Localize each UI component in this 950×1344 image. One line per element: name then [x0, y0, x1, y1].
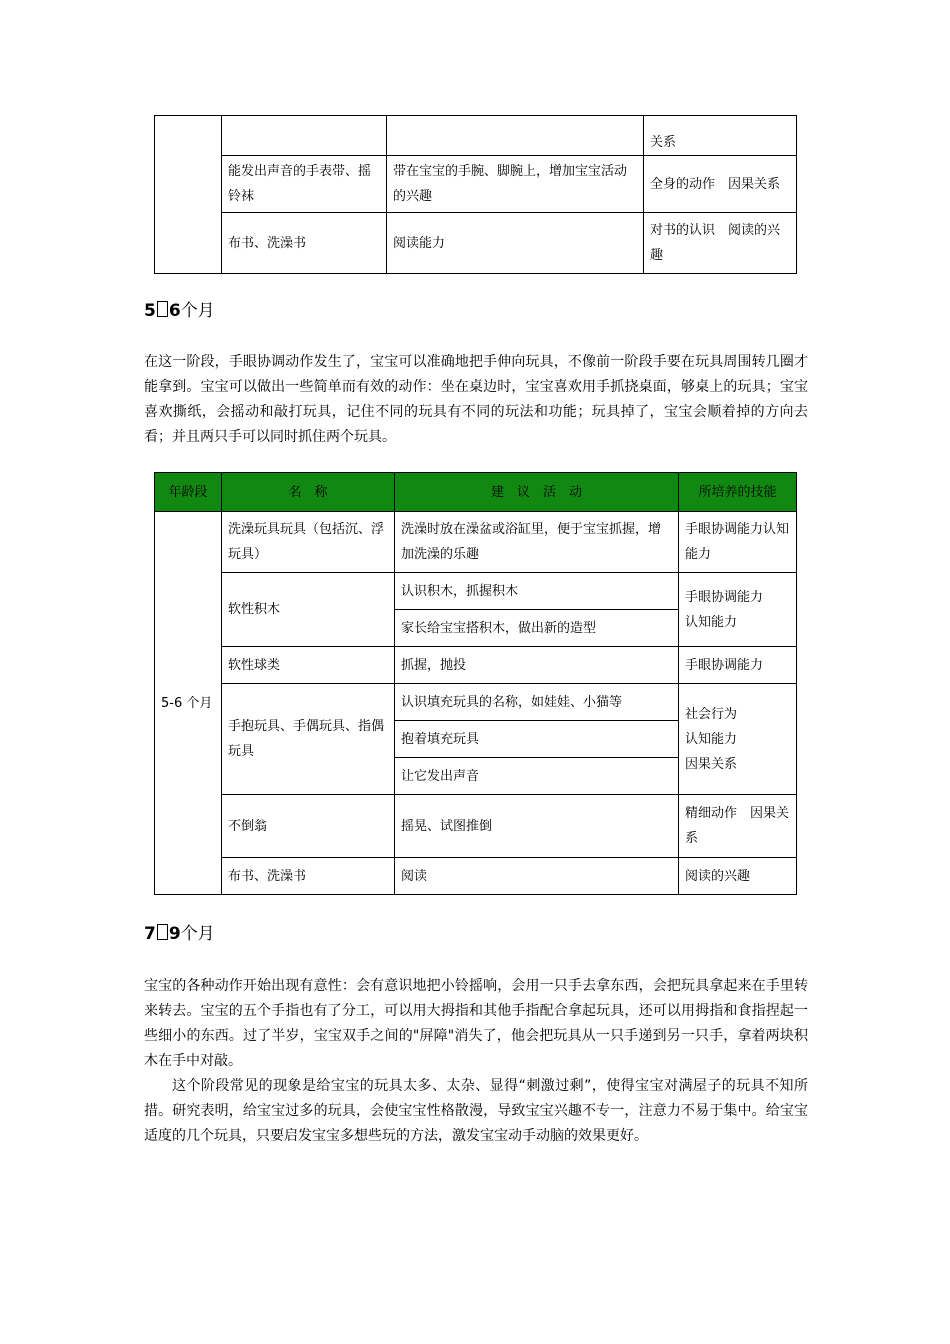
toy-table-5-6-months [154, 472, 797, 895]
skill-cell: 手眼协调能力认知能力 [679, 512, 797, 573]
toy-table-continued [154, 115, 797, 274]
skill-cell: 对书的认识 阅读的兴趣 [644, 213, 797, 274]
heading-number-start: 5 [144, 301, 156, 321]
skill-cell [679, 573, 797, 647]
table-row [155, 573, 797, 610]
name-cell: 软性球类 [222, 647, 395, 684]
table-row [155, 795, 797, 858]
table-row [155, 858, 797, 895]
skill-cell: 手眼协调能力 [679, 647, 797, 684]
activity-cell: 认识填充玩具的名称，如娃娃、小猫等 [395, 684, 679, 721]
activity-cell: 阅读 [395, 858, 679, 895]
heading-number-end: 9 [168, 924, 181, 944]
skill-cell: 阅读的兴趣 [679, 858, 797, 895]
activity-cell [387, 116, 644, 156]
heading-number-start: 7 [144, 924, 156, 944]
name-cell: 软性积木 [222, 573, 395, 647]
name-cell [222, 116, 387, 156]
table-row [155, 116, 797, 156]
section-heading-7-9 [144, 922, 215, 946]
table-row [155, 213, 797, 274]
skill-line: 认知能力 [685, 731, 738, 747]
table-row [155, 156, 797, 213]
skill-cell: 关系 [644, 116, 797, 156]
paragraph-7-9-1: 宝宝的各种动作开始出现有意性：会有意识地把小铃摇响，会用一只手去拿东西，会把玩具拿起来在手里转来转去。宝宝的五个手指也有了分工，可以用大拇指和其他手指配合拿起玩具，还可以用拇指和食指捏起一些细小的东西。过了半岁，宝宝双手之间的"屏障"消失了，他会把玩具从一只手递到另一只手，拿着两块积木在手中对敲。 [144, 978, 808, 1069]
activity-cell: 阅读能力 [387, 213, 644, 274]
name-cell: 布书、洗澡书 [222, 213, 387, 274]
paragraph-5-6: 在这一阶段，手眼协调动作发生了，宝宝可以准确地把手伸向玩具，不像前一阶段手要在玩具周围转几圈才能拿到。宝宝可以做出一些简单而有效的动作：坐在桌边时，宝宝喜欢用手抓挠桌面，够桌上的玩具；宝宝喜欢撕纸，会摇动和敲打玩具，记住不同的玩具有不同的玩法和功能；玩具掉了，宝宝会顺着掉的方向去看；并且两只手可以同时抓住两个玩具。 [144, 354, 808, 445]
header-activity: 建 议 活 动 [395, 473, 679, 512]
activity-cell: 洗澡时放在澡盆或浴缸里，便于宝宝抓握，增加洗澡的乐趣 [395, 512, 679, 573]
activity-cell: 让它发出声音 [395, 758, 679, 795]
section-heading-5-6 [144, 299, 215, 323]
activity-cell: 家长给宝宝搭积木，做出新的造型 [395, 610, 679, 647]
table-row [155, 684, 797, 721]
heading-number-end: 6 [168, 301, 181, 321]
heading-suffix: 个月 [180, 924, 215, 944]
heading-suffix: 个月 [180, 301, 215, 321]
name-cell: 手抱玩具、手偶玩具、指偶玩具 [222, 684, 395, 795]
paragraph-7-9-2: 这个阶段常见的现象是给宝宝的玩具太多、太杂、显得“刺激过剩”，使得宝宝对满屋子的玩具不知所措。研究表明，给宝宝过多的玩具，会使宝宝性格散漫，导致宝宝兴趣不专一，注意力不易于集中。给宝宝适度的几个玩具，只要启发宝宝多想些玩的方法，激发宝宝动手动脑的效果更好。 [144, 1078, 808, 1144]
skill-cell [679, 684, 797, 795]
skill-line: 因果关系 [685, 756, 738, 772]
activity-cell: 认识积木，抓握积木 [395, 573, 679, 610]
header-name: 名 称 [222, 473, 395, 512]
age-cell: 5-6 个月 [155, 512, 222, 895]
header-skill: 所培养的技能 [679, 473, 797, 512]
skill-line: 手眼协调能力 [685, 589, 764, 605]
name-cell: 能发出声音的手表带、摇铃袜 [222, 156, 387, 213]
skill-cell: 全身的动作 因果关系 [644, 156, 797, 213]
name-cell: 布书、洗澡书 [222, 858, 395, 895]
age-cell [155, 116, 222, 274]
activity-cell: 带在宝宝的手腕、脚腕上，增加宝宝活动的兴趣 [387, 156, 644, 213]
name-cell: 不倒翁 [222, 795, 395, 858]
skill-line: 认知能力 [685, 614, 738, 630]
activity-cell: 抓握，抛投 [395, 647, 679, 684]
activity-cell: 摇晃、试图推倒 [395, 795, 679, 858]
activity-cell: 抱着填充玩具 [395, 721, 679, 758]
header-age: 年龄段 [155, 473, 222, 512]
table-row [155, 647, 797, 684]
table-row [155, 512, 797, 573]
skill-line: 社会行为 [685, 706, 738, 722]
name-cell: 洗澡玩具玩具（包括沉、浮玩具） [222, 512, 395, 573]
skill-cell: 精细动作 因果关系 [679, 795, 797, 858]
table-header-row [155, 473, 797, 512]
missing-glyph-icon [157, 301, 168, 317]
missing-glyph-icon [157, 924, 168, 940]
